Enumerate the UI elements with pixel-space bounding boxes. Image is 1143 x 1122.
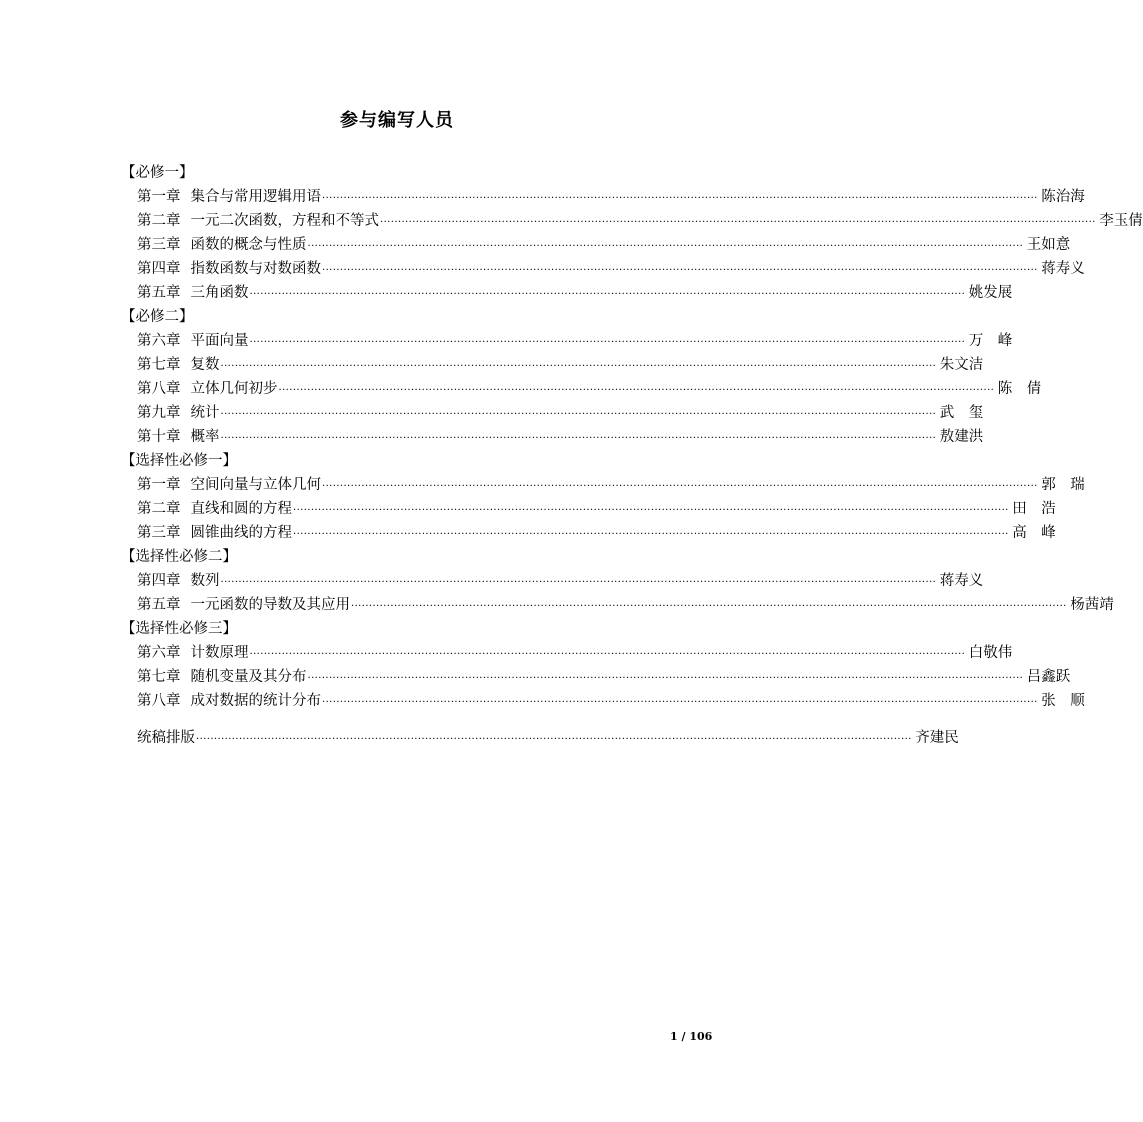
chapter-number: 第二章 (137, 213, 181, 229)
list-item (121, 401, 984, 425)
chapter-number: 第十章 (137, 429, 181, 445)
chapter-number: 第六章 (137, 645, 181, 661)
author-name: 陈治海 (1041, 189, 1085, 205)
chapter-number: 第七章 (137, 357, 181, 373)
author-name: 张 顺 (1041, 693, 1085, 709)
section-label: 【选择性必修三】 (121, 621, 237, 637)
credit-author: 齐建民 (915, 730, 959, 746)
author-name: 蒋寿义 (939, 573, 984, 589)
list-item (121, 425, 984, 449)
chapter-topic: 指数函数与对数函数 (190, 261, 321, 277)
author-name: 姚发展 (968, 285, 1013, 301)
dot-leader: ········································································································································································································ (351, 601, 1067, 612)
list-item (121, 353, 984, 377)
chapter-number: 第三章 (137, 525, 181, 541)
dot-leader: ········································································································································································································ (322, 481, 1038, 492)
dot-leader: ········································································································································································································ (293, 505, 1009, 516)
dot-leader: ········································································································································································································ (307, 673, 1024, 684)
chapter-number: 第一章 (137, 189, 181, 205)
contributor-list (121, 161, 1143, 750)
list-item (121, 497, 1056, 521)
chapter-number: 第三章 (137, 237, 181, 253)
dot-leader: ········································································································································································································ (249, 649, 966, 660)
list-item (121, 641, 1013, 665)
list-item (121, 233, 1071, 257)
list-item (121, 665, 1071, 689)
page-title: 参与编写人员 (340, 110, 454, 131)
author-name: 李玉倩 (1099, 213, 1143, 229)
page-number: 1 / 106 (670, 1030, 713, 1043)
author-name: 田 浩 (1012, 501, 1056, 517)
author-name: 白敬伟 (968, 645, 1013, 661)
author-name: 王如意 (1026, 237, 1071, 253)
chapter-number: 第二章 (137, 501, 181, 517)
list-item (121, 473, 1085, 497)
dot-leader: ········································································································································································································ (220, 409, 937, 420)
chapter-topic: 圆锥曲线的方程 (190, 525, 292, 541)
list-item (121, 281, 1013, 305)
section-label: 【选择性必修一】 (121, 453, 237, 469)
chapter-number: 第五章 (137, 597, 181, 613)
chapter-topic: 随机变量及其分布 (190, 669, 307, 685)
author-name: 吕鑫跃 (1026, 669, 1071, 685)
author-name: 高 峰 (1012, 525, 1056, 541)
author-name: 郭 瑞 (1041, 477, 1085, 493)
chapter-number: 第七章 (137, 669, 181, 685)
dot-leader: ········································································································································································································ (249, 289, 966, 300)
dot-leader: ········································································································································································································ (293, 529, 1009, 540)
dot-leader: ········································································································································································································ (196, 734, 912, 745)
list-item (121, 569, 984, 593)
list-item (121, 689, 1085, 713)
author-name: 蒋寿义 (1041, 261, 1085, 277)
dot-leader: ········································································································································································································ (278, 385, 995, 396)
dot-leader: ········································································································································································································ (220, 361, 937, 372)
chapter-topic: 成对数据的统计分布 (190, 693, 321, 709)
chapter-topic: 立体几何初步 (190, 381, 278, 397)
dot-leader: ········································································································································································································ (220, 577, 937, 588)
chapter-topic: 复数 (190, 357, 220, 373)
chapter-topic: 集合与常用逻辑用语 (190, 189, 321, 205)
list-item (121, 377, 1042, 401)
author-name: 陈 倩 (997, 381, 1042, 397)
chapter-number: 第五章 (137, 285, 181, 301)
chapter-number: 第八章 (137, 381, 181, 397)
dot-leader: ········································································································································································································ (322, 697, 1038, 708)
chapter-topic: 三角函数 (190, 285, 249, 301)
dot-leader: ········································································································································································································ (322, 265, 1038, 276)
list-item (121, 257, 1085, 281)
author-name: 万 峰 (968, 333, 1013, 349)
chapter-topic: 计数原理 (190, 645, 249, 661)
chapter-topic: 统计 (190, 405, 220, 421)
author-name: 敖建洪 (939, 429, 984, 445)
layout-credit-row (121, 726, 959, 750)
chapter-number: 第六章 (137, 333, 181, 349)
list-item (121, 521, 1056, 545)
list-item (121, 593, 1114, 617)
chapter-topic: 空间向量与立体几何 (190, 477, 321, 493)
chapter-topic: 平面向量 (190, 333, 249, 349)
chapter-topic: 一元函数的导数及其应用 (190, 597, 350, 613)
dot-leader: ········································································································································································································ (380, 217, 1096, 228)
dot-leader: ········································································································································································································ (322, 193, 1038, 204)
section-label: 【必修一】 (121, 165, 194, 181)
chapter-topic: 直线和圆的方程 (190, 501, 292, 517)
credit-label: 统稿排版 (137, 730, 195, 746)
chapter-number: 第四章 (137, 261, 181, 277)
dot-leader: ········································································································································································································ (249, 337, 966, 348)
chapter-number: 第四章 (137, 573, 181, 589)
author-name: 朱文洁 (939, 357, 984, 373)
chapter-topic: 数列 (190, 573, 220, 589)
chapter-topic: 函数的概念与性质 (190, 237, 307, 253)
chapter-topic: 概率 (190, 429, 220, 445)
chapter-number: 第八章 (137, 693, 181, 709)
author-name: 杨茜靖 (1070, 597, 1114, 613)
author-name: 武 玺 (939, 405, 984, 421)
dot-leader: ········································································································································································································ (220, 433, 937, 444)
list-item (121, 209, 1143, 233)
section-label: 【选择性必修二】 (121, 549, 237, 565)
section-label: 【必修二】 (121, 309, 194, 325)
list-item (121, 185, 1085, 209)
chapter-number: 第九章 (137, 405, 181, 421)
dot-leader: ········································································································································································································ (307, 241, 1024, 252)
chapter-number: 第一章 (137, 477, 181, 493)
list-item (121, 329, 1013, 353)
chapter-topic: 一元二次函数，方程和不等式 (190, 213, 379, 229)
